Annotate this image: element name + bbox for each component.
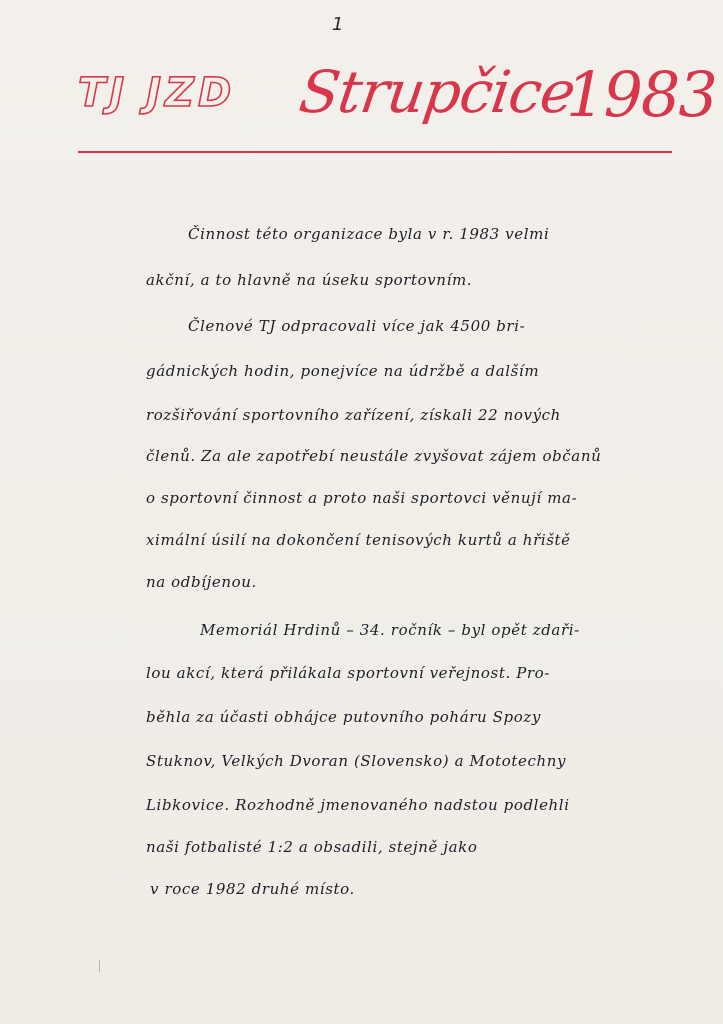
text-line: členů. Za ale zapotřebí neustále zvyšovat zájem občanů [146,447,602,465]
heading-organization: TJ JZD [78,70,236,116]
heading-year: 1983 [566,58,716,131]
text-line: akční, a to hlavně na úseku sportovním. [146,271,473,289]
text-line: Memoriál Hrdinů – 34. ročník – byl opět zdaři- [200,621,580,639]
text-line: Členové TJ odpracovali více jak 4500 bri- [188,317,526,335]
text-line: v roce 1982 druhé místo. [150,880,355,898]
text-line: o sportovní činnost a proto naši sportovci věnují ma- [146,489,578,507]
text-line: Stuknov, Velkých Dvoran (Slovensko) a Mototechny [146,752,567,770]
text-line: běhla za účasti obhájce putovního poháru Spozy [146,708,541,726]
text-line: gádnických hodin, ponejvíce na údržbě a dalším [146,362,540,380]
text-line: Libkovice. Rozhodně jmenovaného nadstou podlehli [146,796,570,814]
text-line: na odbíjenou. [146,573,257,591]
text-line: ximální úsilí na dokončení tenisových kurtů a hřiště [146,531,571,549]
page-number: 1 [332,14,344,35]
margin-mark [99,960,100,972]
page-heading [78,58,716,158]
text-line: lou akcí, která přilákala sportovní veřejnost. Pro- [146,664,550,682]
text-line: naši fotbalisté 1:2 a obsadili, stejně jako [146,838,478,856]
heading-place: Strupčice [295,58,579,126]
text-line: Činnost této organizace byla v r. 1983 velmi [188,225,550,243]
heading-underline [78,151,672,153]
text-line: rozšiřování sportovního zařízení, získali 22 nových [146,406,561,424]
